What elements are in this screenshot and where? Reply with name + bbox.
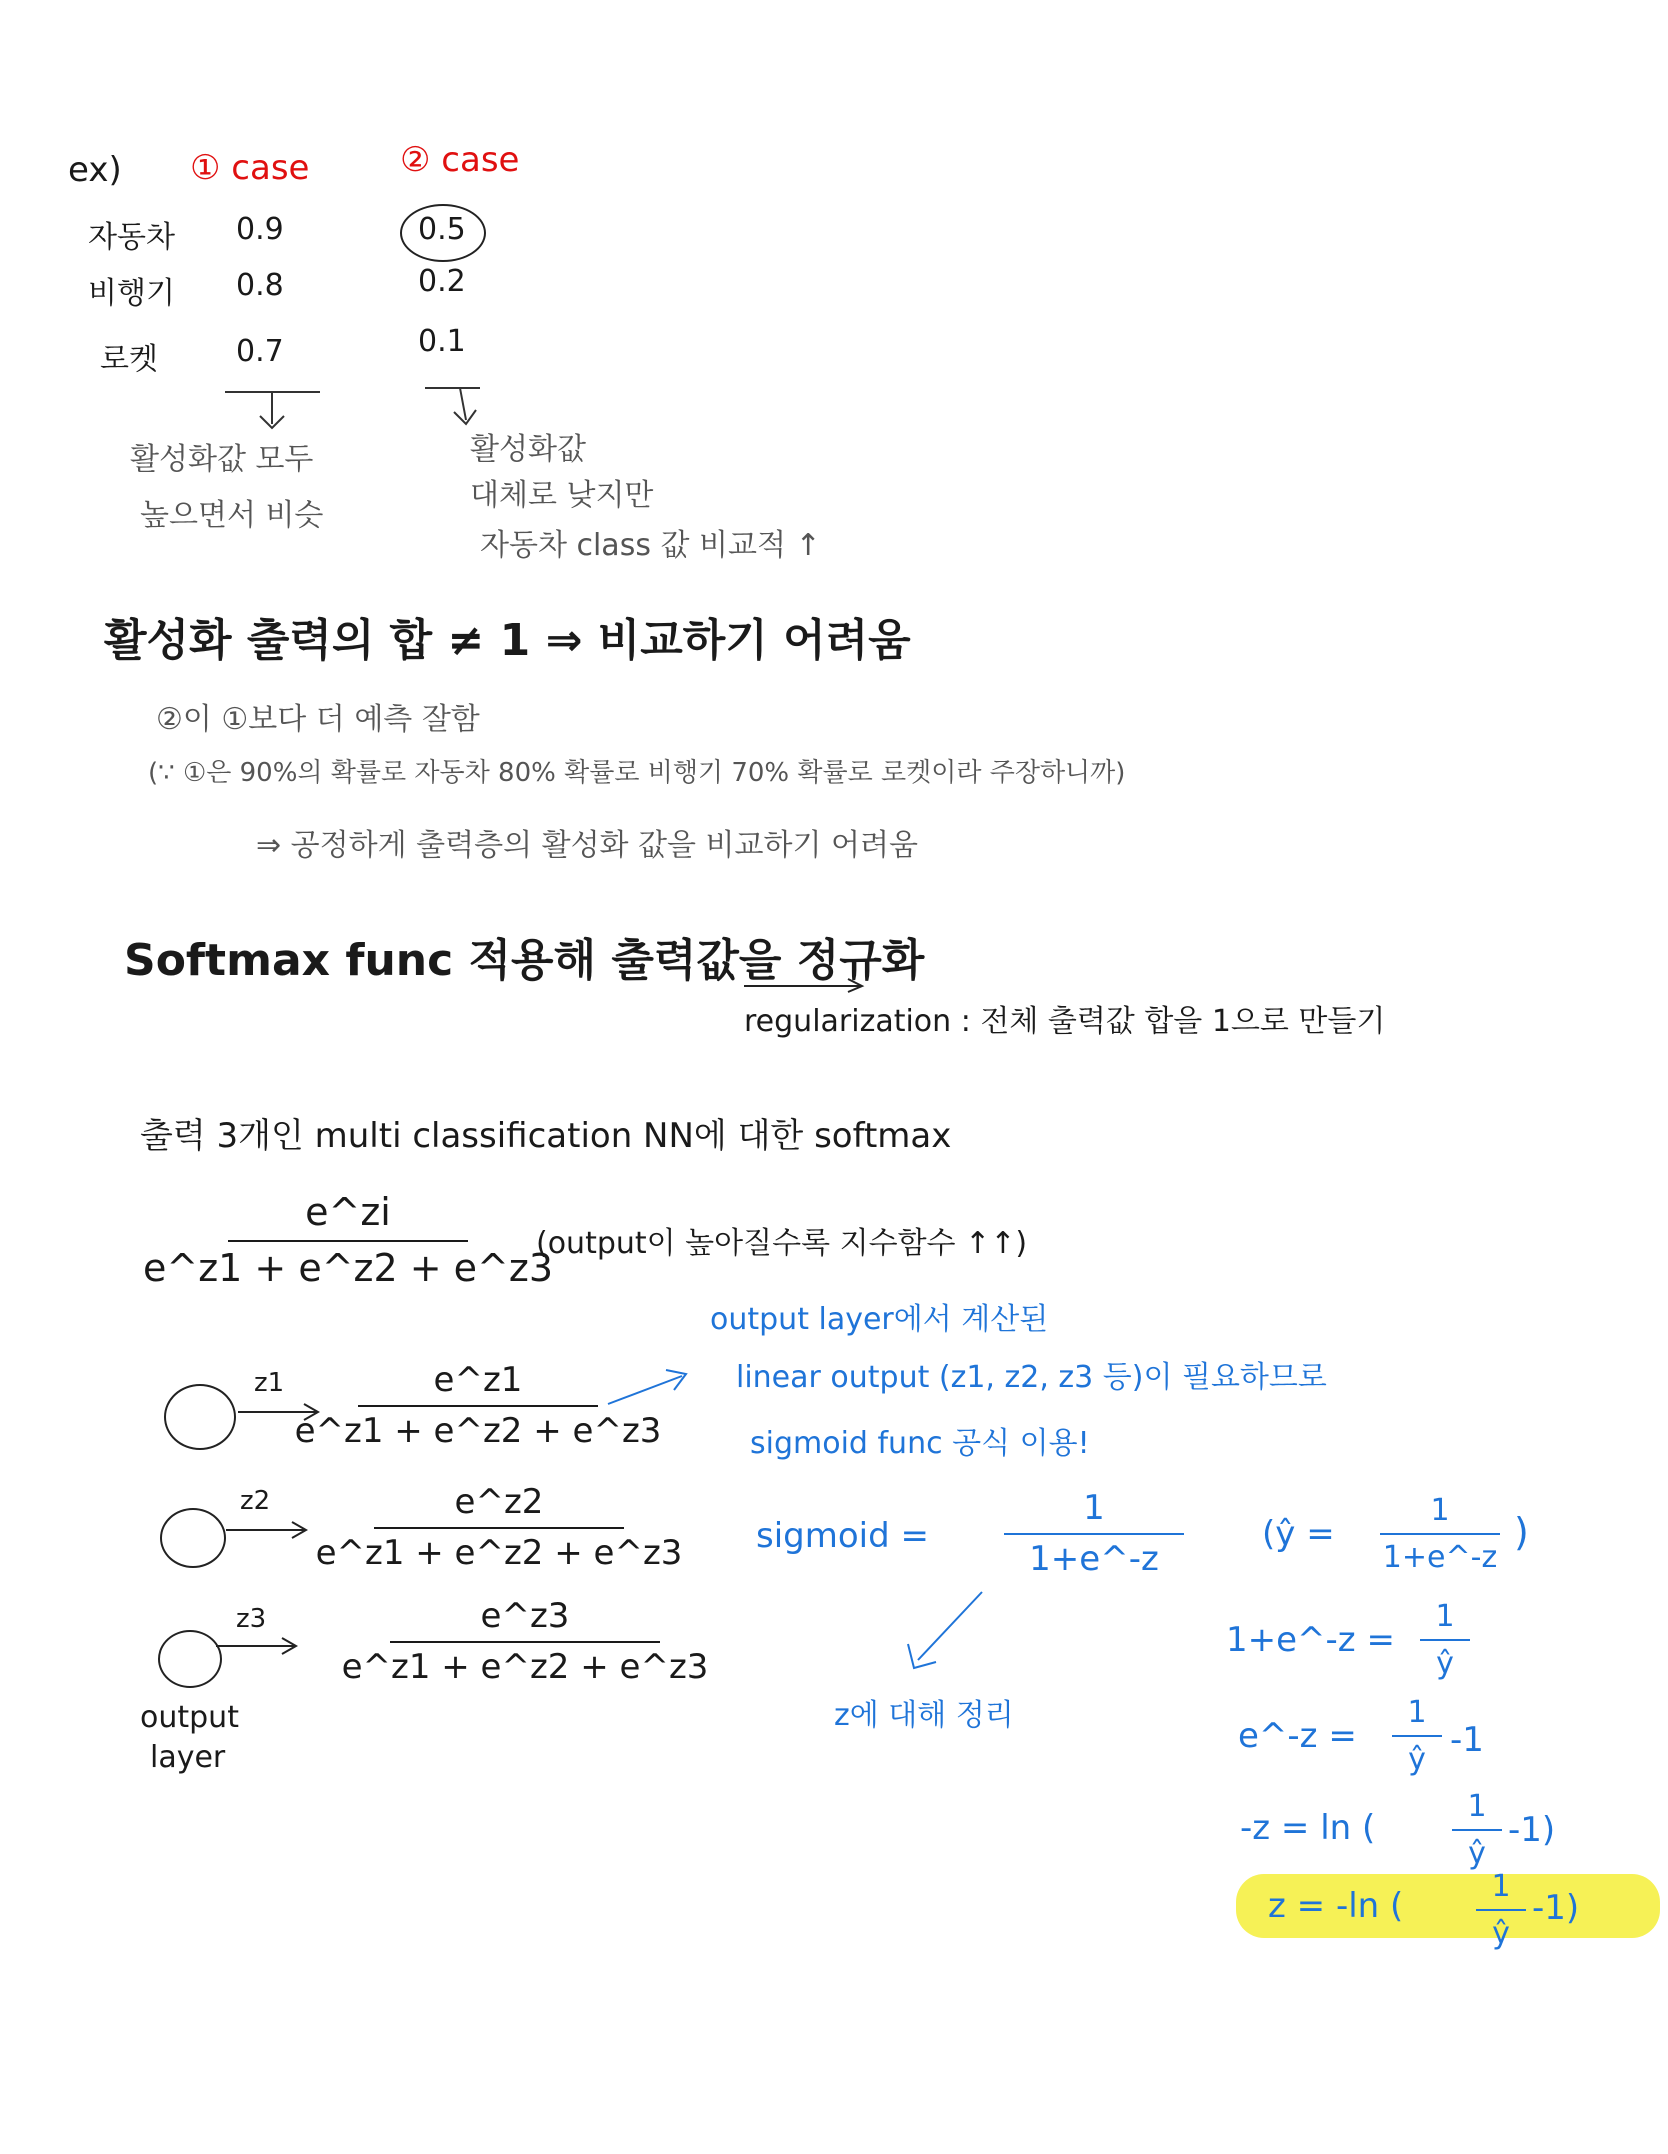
step-denominator: ŷ	[1436, 1646, 1454, 1681]
down-arrow-icon	[420, 380, 500, 430]
row-name: 로켓	[100, 342, 158, 377]
right-arrow-icon	[214, 1634, 304, 1658]
heading-softmax: Softmax func 적용해 출력값을 정규화	[124, 935, 925, 986]
row-name: 자동차	[88, 220, 175, 255]
step-tail: -1	[1450, 1720, 1484, 1760]
softmax-numerator: e^zi	[305, 1190, 391, 1234]
y-hat-open: (ŷ =	[1262, 1514, 1335, 1554]
case1-header: ① case	[190, 148, 310, 188]
section-title: 출력 3개인 multi classification NN에 대한 softmax	[140, 1116, 952, 1156]
step-tail: -1)	[1508, 1810, 1556, 1850]
neuron-denominator: e^z1 + e^z2 + e^z3	[294, 1411, 662, 1452]
sigmoid-numerator: 1	[1083, 1488, 1105, 1528]
y-hat-denominator: 1+e^-z	[1382, 1540, 1498, 1575]
step-tail: -1)	[1532, 1888, 1580, 1928]
note2-line: 자동차 class 값 비교적 ↑	[480, 528, 821, 563]
down-left-arrow-icon	[900, 1588, 990, 1678]
underline-arrow-icon	[740, 976, 870, 996]
step-numerator: 1	[1491, 1869, 1511, 1904]
neuron-numerator: e^z3	[480, 1596, 570, 1636]
sigmoid-denominator: 1+e^-z	[1029, 1539, 1159, 1580]
row-case2: 0.2	[418, 264, 466, 299]
neuron-denominator: e^z1 + e^z2 + e^z3	[315, 1533, 683, 1574]
neuron-fraction	[315, 1482, 683, 1574]
regularization-note: regularization : 전체 출력값 합을 1으로 만들기	[744, 1004, 1386, 1039]
step-denominator: ŷ	[1408, 1742, 1426, 1777]
arrow-note: z에 대해 정리	[834, 1698, 1014, 1733]
neuron-z-label: z1	[254, 1368, 285, 1398]
blue-note: output layer에서 계산된	[710, 1302, 1049, 1337]
row-name: 비행기	[88, 276, 175, 311]
step-numerator: 1	[1407, 1695, 1427, 1730]
compare-line: ②이 ①보다 더 예측 잘함	[156, 702, 480, 737]
right-arrow-icon	[224, 1518, 314, 1542]
y-hat-close: )	[1514, 1510, 1529, 1554]
y-hat-numerator: 1	[1430, 1493, 1450, 1528]
neuron-fraction	[341, 1596, 709, 1688]
softmax-formula	[142, 1190, 554, 1290]
neuron-numerator: e^z2	[454, 1482, 544, 1522]
step-denominator: ŷ	[1468, 1836, 1486, 1871]
example-label: ex)	[68, 150, 122, 190]
neuron-fraction	[294, 1360, 662, 1452]
sigmoid-label: sigmoid =	[756, 1516, 929, 1556]
note1-line: 높으면서 비슷	[140, 498, 324, 533]
softmax-denominator: e^z1 + e^z2 + e^z3	[142, 1245, 554, 1290]
down-arrow-icon	[220, 384, 330, 434]
row-case2: 0.1	[418, 324, 466, 359]
step-fraction	[1392, 1696, 1442, 1776]
compare-line: (∵ ①은 90%의 확률로 자동차 80% 확률로 비행기 70% 확률로 로켓이라 주장하니까)	[148, 758, 1126, 788]
heading-sum-not-one: 활성화 출력의 합 ≠ 1 ⇒ 비교하기 어려움	[104, 615, 911, 666]
neuron-circle	[158, 1630, 222, 1688]
row-case1: 0.8	[236, 268, 284, 303]
note2-line: 활성화값	[470, 432, 586, 467]
output-layer-label: layer	[150, 1740, 226, 1775]
softmax-note: (output이 높아질수록 지수함수 ↑↑)	[536, 1226, 1028, 1261]
neuron-z-label: z2	[240, 1486, 271, 1516]
note1-line: 활성화값 모두	[130, 442, 314, 477]
neuron-circle	[160, 1508, 226, 1568]
step-lhs: 1+e^-z =	[1226, 1620, 1395, 1660]
step-lhs: e^-z =	[1238, 1716, 1357, 1756]
sigmoid-fraction	[1004, 1490, 1184, 1579]
output-layer-label: output	[140, 1700, 239, 1735]
step-lhs: z = -ln (	[1268, 1886, 1404, 1926]
step-numerator: 1	[1435, 1599, 1455, 1634]
note2-line: 대체로 낮지만	[470, 478, 654, 513]
step-fraction	[1452, 1790, 1502, 1870]
neuron-z-label: z3	[236, 1604, 267, 1634]
blue-note: sigmoid func 공식 이용!	[750, 1426, 1090, 1461]
row-case1: 0.7	[236, 334, 284, 369]
step-fraction	[1420, 1600, 1470, 1680]
row-case1: 0.9	[236, 212, 284, 247]
neuron-circle	[164, 1384, 236, 1450]
neuron-numerator: e^z1	[433, 1360, 523, 1400]
neuron-denominator: e^z1 + e^z2 + e^z3	[341, 1647, 709, 1688]
right-arrow-icon	[604, 1364, 694, 1414]
step-lhs: -z = ln (	[1240, 1808, 1376, 1848]
case2-header: ② case	[400, 140, 520, 180]
y-hat-fraction	[1380, 1494, 1500, 1574]
step-denominator: ŷ	[1492, 1916, 1510, 1951]
step-numerator: 1	[1467, 1789, 1487, 1824]
row-case2: 0.5	[418, 212, 466, 247]
blue-note: linear output (z1, z2, z3 등)이 필요하므로	[736, 1360, 1327, 1395]
step-fraction	[1476, 1870, 1526, 1950]
compare-line: ⇒ 공정하게 출력층의 활성화 값을 비교하기 어려움	[256, 828, 918, 863]
